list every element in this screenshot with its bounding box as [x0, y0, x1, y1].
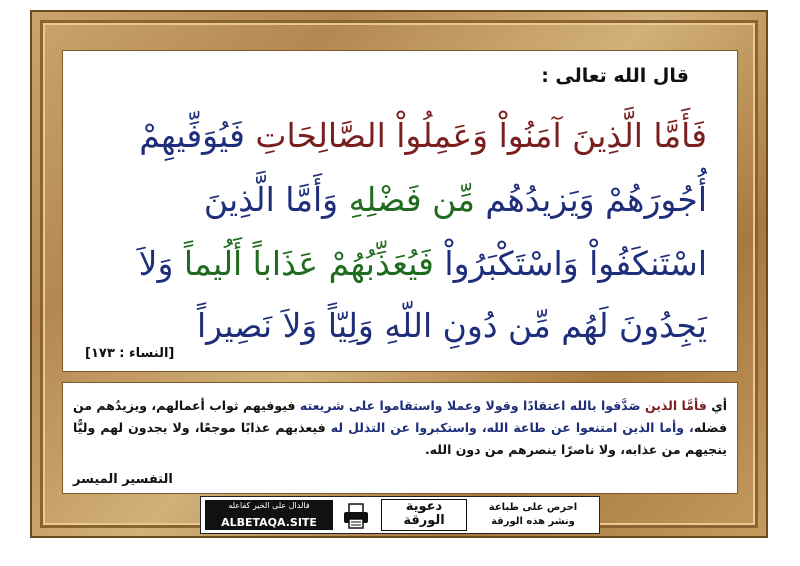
footer-print-note-line-2: ونشر هذه الورقة	[491, 516, 575, 527]
footer-print-note	[473, 501, 593, 529]
footer-logo-line-1: دعوية	[405, 499, 443, 514]
tafsir-part-3: صَدَّقوا بالله اعتقادًا وقولا وعملا واستقاموا على شريعته	[295, 398, 645, 413]
verse-line-2-segment-3: وَأَمَّا الَّذِينَ	[203, 180, 349, 219]
tafsir-part-5: ، وأما الذين امتنعوا عن طاعة الله، واستكبروا عن التذلل له	[325, 420, 694, 435]
verse-line-2-segment-1: أُجُورَهُمْ وَيَزيدُهُم	[485, 180, 707, 219]
footer-slogan: فالدال على الخير كفاعله	[228, 501, 310, 510]
tafsir-part-6: فيعذبهم عذابًا موجعًا، ولا يجدون لهم وليًّا ينجيهم من عذابه	[73, 420, 727, 457]
footer-logo	[381, 499, 467, 531]
verse-line-1	[93, 116, 707, 155]
verse-panel	[62, 50, 738, 372]
printer-icon	[341, 501, 371, 531]
tafsir-panel	[62, 382, 738, 494]
verse-line-4	[93, 306, 707, 345]
verse-line-2	[93, 180, 707, 219]
tafsir-text	[73, 395, 727, 461]
tafsir-part-4: فيوفيهم ثواب أعمالهم، ويزيدُهم من فضله	[73, 398, 727, 435]
footer-logo-line-2: الورقة	[403, 513, 445, 528]
verse-line-2-segment-2: مِّن فَضْلِهِ	[348, 180, 486, 219]
verse-line-3-segment-2: فَيُعَذِّبُهُمْ عَذَاباً أَلُيماً	[183, 244, 445, 283]
verse-heading: قال الله تعالى :	[541, 65, 689, 87]
verse-line-1-segment-1: فَأَمَّا الَّذِينَ آمَنُواْ وَعَمِلُواْ الصَّالِحَاتِ	[255, 116, 707, 155]
tafsir-source: التفسير الميسر	[73, 472, 173, 487]
footer-print-note-line-1: احرص على طباعة	[488, 502, 578, 513]
footer-site-block[interactable]	[205, 500, 333, 530]
tafsir-part-1: أي	[706, 398, 727, 413]
verse-reference: [النساء : ١٧٣]	[85, 346, 175, 361]
footer-banner	[200, 496, 600, 534]
verse-line-4-segment-1: يَجِدُونَ لَهُم مِّن دُونِ اللّهِ وَلِيّاً وَلاَ نَصِيراً	[196, 306, 707, 345]
tafsir-part-2: فأمَّا الذين	[644, 398, 707, 413]
verse-line-1-segment-2: فَيُوَفِّيهِمْ	[139, 116, 256, 155]
verse-line-3	[93, 244, 707, 283]
verse-line-3-segment-1: اسْتَنكَفُواْ وَاسْتَكْبَرُواْ	[444, 244, 707, 283]
verse-line-3-segment-3: وَلاَ	[138, 244, 184, 283]
footer-site-link[interactable]: ALBETAQA.SITE	[221, 516, 317, 529]
tafsir-part-7: ، ولا ناصرًا ينصرهم من دون الله.	[424, 442, 626, 457]
